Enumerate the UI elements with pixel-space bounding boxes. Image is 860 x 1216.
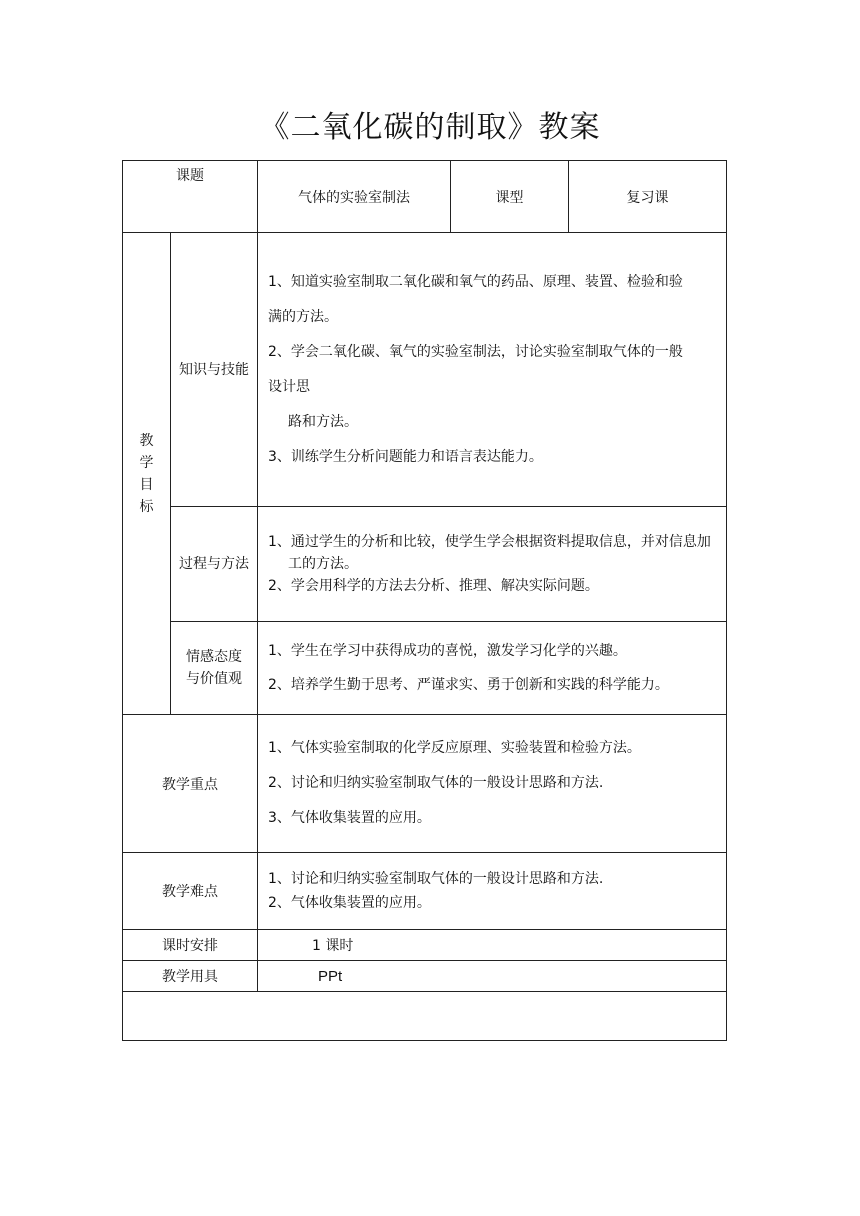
difficulty-line: 1、讨论和归纳实验室制取气体的一般设计思路和方法.	[268, 871, 604, 887]
process-label: 过程与方法	[171, 507, 258, 622]
tools-row	[123, 961, 727, 992]
difficulty-line: 2、气体收集装置的应用。	[268, 895, 431, 911]
lesson-plan-table	[122, 160, 727, 1041]
schedule-value: 1 课时	[258, 930, 727, 961]
difficulties-content	[258, 853, 727, 930]
key-point-line: 3、气体收集装置的应用。	[268, 810, 431, 826]
knowledge-line: 3、训练学生分析问题能力和语言表达能力。	[268, 448, 543, 465]
objectives-label-char: 教	[139, 432, 154, 449]
process-line: 2、学会用科学的方法去分析、推理、解决实际问题。	[268, 578, 599, 594]
lesson-type-label: 课型	[451, 161, 569, 233]
knowledge-line: 设计思	[268, 378, 310, 395]
knowledge-line: 2、学会二氧化碳、氧气的实验室制法，讨论实验室制取气体的一般	[268, 343, 683, 360]
topic-value: 气体的实验室制法	[258, 161, 451, 233]
topic-label: 课题	[123, 161, 258, 233]
knowledge-line: 1、知道实验室制取二氧化碳和氧气的药品、原理、装置、检验和验	[268, 273, 683, 290]
emotion-label: 情感态度与价值观	[171, 622, 258, 715]
knowledge-content	[258, 233, 727, 507]
key-points-row	[123, 715, 727, 853]
process-row	[123, 507, 727, 622]
schedule-label: 课时安排	[123, 930, 258, 961]
knowledge-line: 满的方法。	[268, 308, 338, 325]
key-points-label: 教学重点	[123, 715, 258, 853]
emotion-line: 1、学生在学习中获得成功的喜悦，激发学习化学的兴趣。	[268, 643, 627, 659]
topic-row	[123, 161, 727, 233]
knowledge-label: 知识与技能	[171, 233, 258, 507]
key-point-line: 2、讨论和归纳实验室制取气体的一般设计思路和方法.	[268, 775, 604, 791]
tools-value: PPt	[258, 961, 727, 992]
difficulties-row	[123, 853, 727, 930]
empty-cell	[123, 992, 727, 1041]
objectives-label-char: 学	[139, 454, 154, 471]
key-point-line: 1、气体实验室制取的化学反应原理、实验装置和检验方法。	[268, 740, 641, 756]
objectives-label	[123, 233, 171, 715]
emotion-content	[258, 622, 727, 715]
objectives-label-char: 标	[139, 498, 154, 515]
tools-label: 教学用具	[123, 961, 258, 992]
key-points-content	[258, 715, 727, 853]
emotion-row	[123, 622, 727, 715]
knowledge-line: 路和方法。	[288, 413, 358, 430]
process-content	[258, 507, 727, 622]
emotion-line: 2、培养学生勤于思考、严谨求实、勇于创新和实践的科学能力。	[268, 677, 669, 693]
knowledge-row	[123, 233, 727, 507]
process-line: 1、通过学生的分析和比较，使学生学会根据资料提取信息，并对信息加工的方法。	[268, 534, 711, 572]
objectives-label-char: 目	[139, 476, 154, 493]
lesson-type-value: 复习课	[569, 161, 727, 233]
schedule-row	[123, 930, 727, 961]
empty-row	[123, 992, 727, 1041]
difficulties-label: 教学难点	[123, 853, 258, 930]
document-title: 《二氧化碳的制取》教案	[259, 110, 601, 145]
